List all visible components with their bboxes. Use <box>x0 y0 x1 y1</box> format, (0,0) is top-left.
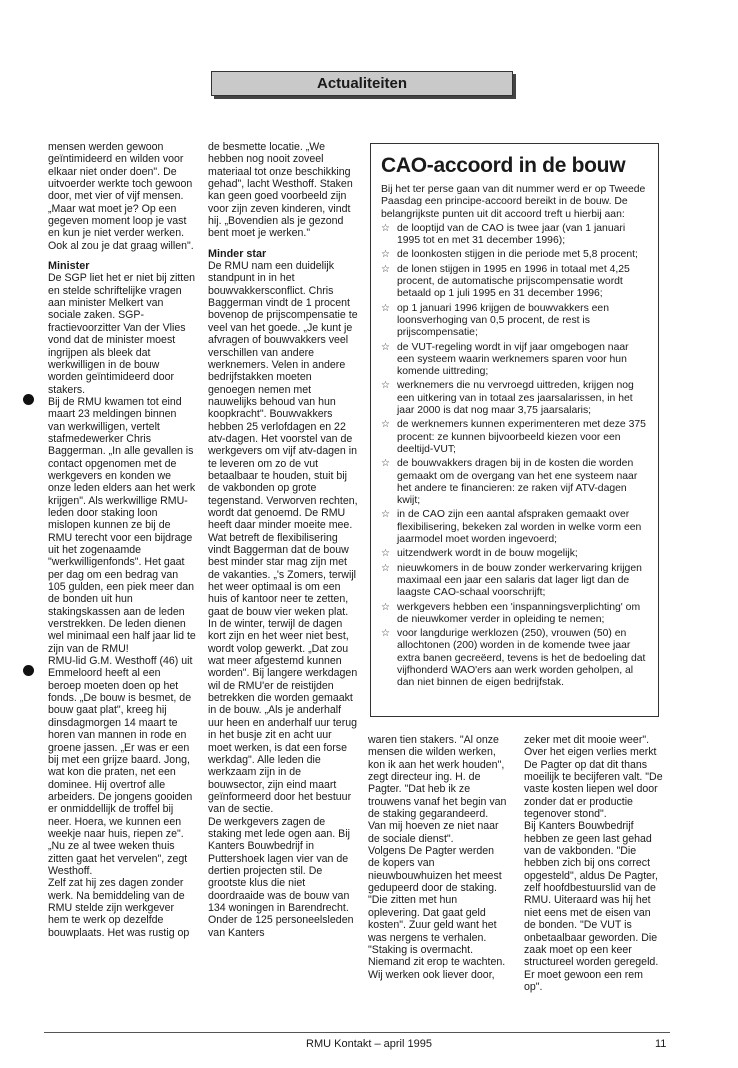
paragraph: Bij de RMU kwamen tot eind maart 23 meldingen binnen van werkwilligen, vertelt stafmedewerker Chris Baggerman. „In alle gevallen is contact opgenomen met de werkgevers en konden we onze leden elders aan het werk krijgen". Als werkwillige RMU-leden door staking loon mislopen kunnen ze bij de RMU terecht voor een bijdrage uit het zogenaamde "werkwilligenfonds". Het gaat per dag om een bedrag van 105 gulden, een piek meer dan de bonden uit hun stakingskassen aan de leden verstrekken. De leden dienen wel minimaal een half jaar lid te zijn van de RMU! <box>48 395 196 655</box>
list-item: ☆ de loonkosten stijgen in die periode met 5,8 procent; <box>381 249 638 261</box>
paragraph: waren tien stakers. "Al onze mensen die wilden werken, kon ik aan het werk houden", zegt directeur ing. H. de Pagter. "Dat heb ik ze trouwens vanaf het begin van de staking gegarandeerd. Van mij hoeven ze niet naar de sociale dienst". <box>368 734 507 845</box>
box-list <box>381 223 648 690</box>
paragraph: Volgens De Pagter werden de kopers van nieuwbouwhuizen het meest gedupeerd door de staking. "Die zitten met hun oplevering. Dat gaat geld kosten". Zuur geld want het was nergens te verhalen. "Staking is overmacht. Niemand zit erop te wachten. Wij werken ook liever door, <box>368 845 506 981</box>
section-header: Actualiteiten <box>211 71 513 96</box>
footer-divider <box>44 1032 670 1033</box>
box-title: CAO-accoord in de bouw <box>381 154 626 177</box>
box-intro: Bij het ter perse gaan van dit nummer werd er op Tweede Paasdag een principe-accoord bereikt in de bouw. De belangrijkste punten uit dit accoord treft u hierbij aan: <box>381 184 646 220</box>
paragraph: De RMU nam een duidelijk standpunt in in het bouwvakkersconflict. Chris Baggerman vindt de 1 procent bovenop de prijscompensatie te veel van het goede. „Je kunt je afvragen of bouwvakkers veel verschillen van andere werknemers. Velen in andere bedrijfstakken moeten genoegen nemen met nauwelijks behoud van hun koopkracht". Bouwvakkers hebben 25 verlofdagen en 22 atv-dagen. Het voorstel van de werkgevers om vijf atv-dagen in te leveren om zo de vut betaalbaar te houden, stuit bij de vakbonden op grote tegenstand. Verworven rechten, wordt dat genoemd. De RMU heeft daar minder moeite mee. Wat betreft de flexibilisering vindt Baggerman dat de bouw best minder star mag zijn met de vakanties. „'s Zomers, terwijl het weer optimaal is om een huis of kantoor neer te zetten, gaat de bouw vier weken plat. In de winter, terwijl de dagen kort zijn en het weer niet best, wordt volop gewerkt. „Dat zou wat meer afgestemd kunnen worden". Bij langere werkdagen wil de RMU'er de reistijden betrekken die worden gemaakt in de bouw. „Als je anderhalf uur heen en anderhalf uur terug in het busje zit en acht uur moet werken, is dat een forse werkdag". Alle leden die werkzaam zijn in de bouwsector, zijn eind maart geïnformeerd door het bestuur van de sectie. <box>208 260 358 816</box>
column-3 <box>368 734 508 981</box>
star-bullet-icon: ☆ <box>381 601 390 613</box>
column-2 <box>208 141 358 939</box>
list-item: ☆ werkgevers hebben een 'inspanningsverplichting' om de nieuwkomer verder in opleiding te nemen; <box>381 601 641 625</box>
paragraph: mensen werden gewoon geïntimideerd en wilden voor elkaar niet onder doen". De uitvoerder werkte toch gewoon door, met vier of vijf mensen. „Maar wat moet je? Op een gegeven moment loop je vast en kun je niet verder werken. Ook al zou je dat graag willen". <box>48 141 194 252</box>
subheading-minder-star: Minder star <box>208 247 267 260</box>
star-bullet-icon: ☆ <box>381 341 390 353</box>
paragraph: zeker met dit mooie weer". Over het eigen verlies merkt De Pagter op dat dit thans moeilijk te becijferen valt. "De vaste kosten liepen wel door zonder dat er productie tegenover stond". <box>524 734 663 821</box>
list-item: ☆ op 1 januari 1996 krijgen de bouwvakkers een loonsverhoging van 0,5 procent, de rest is prijscompensatie; <box>381 302 609 339</box>
list-item: ☆ werknemers die nu vervroegd uittreden, krijgen nog een uitkering van in totaal zes jaarsalarissen, in het jaar 2000 is dat nog maar 3,75 jaarsalaris; <box>381 380 634 417</box>
paragraph: Bij Kanters Bouwbedrijf hebben ze geen last gehad van de vakbonden. "Die hebben zich bij ons correct opgesteld", aldus De Pagter, zelf hoofdbestuurslid van de RMU. Uiteraard was hij het niet eens met de eisen van de bonden. "De VUT is onbetaalbaar geworden. Die zaak moet op een keer structureel worden geregeld. Er moet gewoon een rem op". <box>524 820 659 993</box>
paragraph: De SGP liet het er niet bij zitten en stelde schriftelijke vragen aan minister Melkert van sociale zaken. SGP-fractievoorzitter Van der Vlies vond dat de minister moest ingrijpen als bleek dat werkwilligen in de bouw worden geïntimideerd door stakers. <box>48 272 196 396</box>
star-bullet-icon: ☆ <box>381 263 390 275</box>
list-item: ☆ de VUT-regeling wordt in vijf jaar omgebogen naar een systeem waarin werknemers sparen voor hun komende uittreding; <box>381 341 629 378</box>
list-item: ☆ de werknemers kunnen experimenteren met deze 375 procent: ze kunnen bijvoorbeeld kiezen voor een deeltijd-VUT; <box>381 419 646 455</box>
star-bullet-icon: ☆ <box>381 509 390 521</box>
star-bullet-icon: ☆ <box>381 628 390 640</box>
list-item: ☆ voor langdurige werklozen (250), vrouwen (50) en allochtonen (200) worden in de komende twee jaar extra banen gecreëerd, tevens is het de bedoeling dat vijfhonderd WAO'ers aan werk worden geholpen, al dan niet binnen de eigen bedrijfstak. <box>381 628 646 689</box>
footer-publication: RMU Kontakt – april 1995 <box>306 1038 432 1050</box>
paragraph: Zelf zat hij zes dagen zonder werk. Na bemiddeling van de RMU stelde zijn werkgever hem te werk op dezelfde bouwplaats. Het was rustig op <box>48 877 190 939</box>
star-bullet-icon: ☆ <box>381 419 390 431</box>
star-bullet-icon: ☆ <box>381 222 390 234</box>
page-number: 11 <box>655 1038 667 1050</box>
list-item: ☆ de looptijd van de CAO is twee jaar (van 1 januari 1995 tot en met 31 december 1996); <box>381 222 626 247</box>
column-4 <box>524 734 664 993</box>
list-item: ☆ de lonen stijgen in 1995 en 1996 in totaal met 4,25 procent, de automatische prijscompensatie wordt betaald op 1 juli 1995 en 31 december 1996; <box>381 263 630 300</box>
paragraph: De werkgevers zagen de staking met lede ogen aan. Bij Kanters Bouwbedrijf in Puttershoek lagen vier van de dertien projecten stil. De grootste klus die niet doordraaide was de bouw van 134 woningen in Barendrecht. Onder de 125 personeelsleden van Kanters <box>208 815 354 939</box>
list-item: ☆ uitzendwerk wordt in de bouw mogelijk; <box>381 548 578 560</box>
star-bullet-icon: ☆ <box>381 380 390 392</box>
star-bullet-icon: ☆ <box>381 249 390 261</box>
column-1 <box>48 141 196 939</box>
binding-hole-2 <box>23 665 34 676</box>
star-bullet-icon: ☆ <box>381 302 390 314</box>
binding-hole-1 <box>23 394 34 405</box>
star-bullet-icon: ☆ <box>381 458 390 470</box>
paragraph: RMU-lid G.M. Westhoff (46) uit Emmeloord heeft al een beroep moeten doen op het fonds. „De bouw is besmet, de bouw gaat plat", kreeg hij dinsdagmorgen 14 maart te horen van mannen in rode en groene jassen. „Er was er een bij met een grijze baard. Jong, wat kon die praten, net een dominee. Hij overtrof alle arbeiders. De jongens gooiden er onmiddellijk de troffel bij neer. Hoera, we kunnen een weekje naar huis, riepen ze". „Nu ze al twee weken thuis zitten gaat het vervelen", zegt Westhoff. <box>48 655 193 877</box>
list-item: ☆ de bouwvakkers dragen bij in de kosten die worden gemaakt om de overgang van het ene systeem naar het andere te financieren: ze raken vijf ATV-dagen kwijt; <box>381 458 638 507</box>
list-item: ☆ nieuwkomers in de bouw zonder werkervaring krijgen maximaal een jaar een salaris dat lager ligt dan de laagste CAO-schaal voorschrijft; <box>381 562 642 599</box>
cao-info-box <box>370 143 659 717</box>
star-bullet-icon: ☆ <box>381 548 390 560</box>
star-bullet-icon: ☆ <box>381 562 390 574</box>
list-item: ☆ in de CAO zijn een aantal afspraken gemaakt over flexibilisering, bekeken zal worden in welke vorm een jaarmodel moet worden ingevoerd; <box>381 509 642 546</box>
paragraph: de besmette locatie. „We hebben nog nooit zoveel materiaal tot onze beschikking gehad", lacht Westhoff. Staken kan geen goed voorbeeld zijn voor zijn zeven kinderen, vindt hij. „Bovendien als je gezond bent moet je werken." <box>208 141 353 240</box>
subheading-minister: Minister <box>48 260 90 273</box>
